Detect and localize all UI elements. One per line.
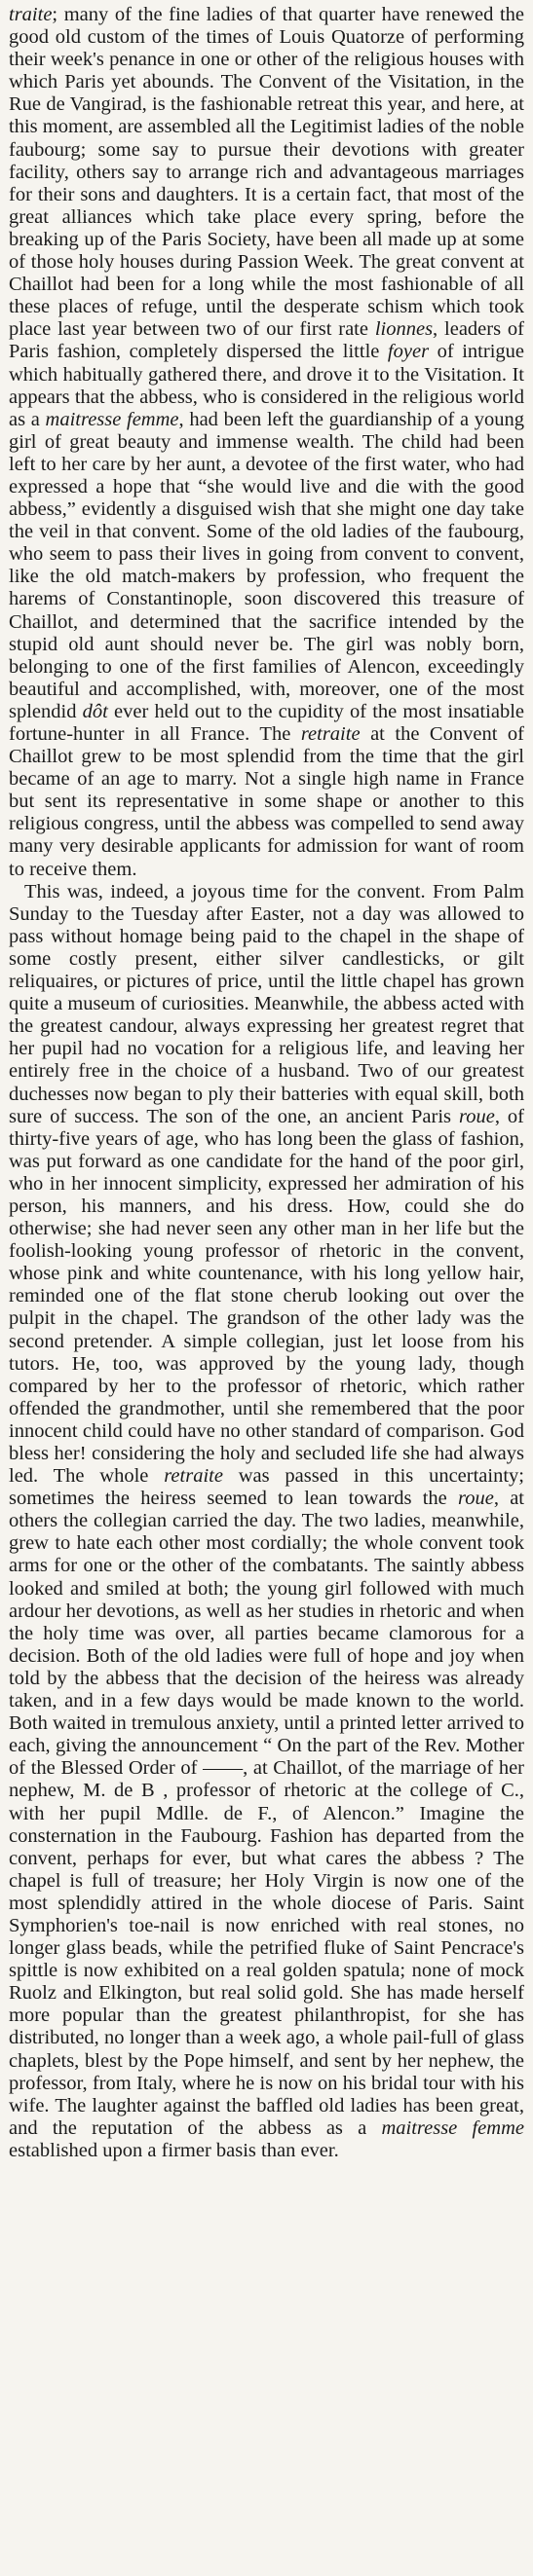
text-run: , leaders of Paris fashion, completely dispersed the little bbox=[9, 318, 524, 363]
italic-text-run: retraite bbox=[164, 1465, 223, 1488]
italic-text-run: retraite bbox=[300, 723, 361, 745]
text-run: at the Convent of Chaillot grew to be most splendid from the time that the girl became of an age to marry. Not a single high name in France but sent its representative in some shape or another to this religious congress, until the abbess was compelled to send away many very desirable applicants for admission for want of room to receive them. bbox=[9, 723, 524, 880]
italic-text-run: traite bbox=[9, 4, 53, 25]
text-run: , at others the collegian carried the day. The two ladies, meanwhile, grew to hate each other most cordially; the whole convent took arms for one or the other of the combatants. The saintly abbess looked and smiled at both; the young girl followed with much ardour her devotions, as well as her studies in rhetoric and when the holy time was over, all parties became clamorous for a decision. Both of the old ladies were full of hope and joy when told by the abbess that the decision of the heiress was already taken, and in a few days would be made known to the world. Both waited in tremulous anxiety, until a printed letter arrived to each, giving the announcement “ On the part of the Rev. Mother of the Blessed Order of ——, at Chaillot, of the marriage of her nephew, M. de B , professor of rhetoric at the college of C., with her pupil Mdlle. de F., of Alencon.” Imagine the consternation in the Faubourg. Fashion has departed from the convent, perhaps for ever, but what cares the abbess ? The chapel is full of treasure; her Holy Virgin is now one of the most splendidly attired in the whole diocese of Paris. Saint Symphorien's toe-nail is now enriched with real stones, no longer glass beads, while the petrified fluke of Saint Pencrace's spittle is now exhibited on a real golden spatula; none of mock Ruolz and Elkington, but real solid gold. She has made herself more popular than the greatest philanthropist, for she has distributed, no longer than a week ago, a whole pail-full of glass chaplets, blest by the Pope himself, and sent by her nephew, the professor, from Italy, where he is now on his bridal tour with his wife. The laughter against the baffled old ladies has been great, and the reputation of the abbess as a bbox=[9, 1488, 524, 2139]
italic-text-run: roue bbox=[458, 1488, 494, 1510]
text-run: established upon a firmer basis than ever. bbox=[9, 2139, 339, 2161]
text-run: ever held out to the cupidity of the most insatiable fortune-hunter in all France. The bbox=[9, 700, 524, 745]
italic-text-run: maitresse femme bbox=[381, 2116, 524, 2139]
text-run: was passed in this uncertainty; sometimes the heiress seemed to lean towards the bbox=[9, 1465, 524, 1510]
article-column bbox=[9, 4, 524, 2162]
article-paragraph-2 bbox=[9, 881, 524, 2162]
article-paragraph-1 bbox=[9, 4, 524, 881]
italic-text-run: lionnes bbox=[374, 318, 434, 341]
italic-text-run: dôt bbox=[82, 700, 108, 722]
text-run: , of thirty-five years of age, who has long been the glass of fashion, was put forward as one candidate for the hand of the poor girl, who in her innocent simplicity, expressed her admiration of his person, his manners, and his dress. How, could she do otherwise; she had never seen any other man in her life but the foolish-looking young professor of rhetoric in the convent, whose pink and white countenance, with his long yellow hair, reminded one of the flat stone cherub looking out over the pulpit in the chapel. The grandson of the other lady was the second pretender. A simple collegian, just let loose from his tutors. He, too, was approved by the young lady, though compared by her to the professor of rhetoric, which rather offended the grandmother, until she remembered that the poor innocent child could have no other standard of comparison. God bless her! considering the holy and secluded life she had always led. The whole bbox=[9, 1105, 524, 1488]
text-run: This was, indeed, a joyous time for the convent. From Palm Sunday to the Tuesday after Easter, not a day was allowed to pass without homage being paid to the chapel in the shape of some costly present, either silver candlesticks, or gilt reliquaires, or pictures of price, until the little chapel has grown quite a museum of curiosities. Meanwhile, the abbess acted with the greatest candour, always expressing her greatest regret that her pupil had no vocation for a religious life, and leaving her entirely free in the choice of a husband. Two of our greatest duchesses now began to ply their batteries with equal skill, both sure of success. The son of the one, an ancient Paris bbox=[9, 880, 524, 1127]
text-run: , had been left the guardianship of a young girl of great beauty and immense wealth. The child had been left to her care by her aunt, a devotee of the first water, who had expressed a hope that “she would live and die with the good abbess,” evidently a disguised wish that she might one day take the veil in that convent. Some of the old ladies of the faubourg, who seem to pass their lives in going from convent to convent, like the old match-makers by profession, who frequent the harems of Constantinople, soon discovered this treasure of Chaillot, and determined that the sacrifice intended by the stupid old aunt should never be. The girl was nobly born, belonging to one of the first families of Alencon, exceedingly beautiful and accomplished, with, moreover, one of the most splendid bbox=[9, 408, 524, 722]
italic-text-run: foyer bbox=[387, 341, 430, 363]
italic-text-run: maitresse femme bbox=[45, 408, 179, 430]
text-run: ; many of the fine ladies of that quarter have renewed the good old custom of the times of Louis Quatorze of performing their week's penance in one or other of the religious houses with which Paris yet abounds. The Convent of the Visitation, in the Rue de Vangirad, is the fashionable retreat this year, and here, at this moment, are assembled all the Legitimist ladies of the noble faubourg; some say to pursue their devotions with greater facility, others say to arrange rich and advantageous marriages for their sons and daughters. It is a certain fact, that most of the great alliances which take place every spring, before the breaking up of the Paris Society, have been all made up at some of those holy houses during Passion Week. The great convent at Chaillot had been for a long while the most fashionable of all these places of refuge, until the desperate schism which took place last year between two of our first rate bbox=[9, 4, 524, 341]
italic-text-run: roue bbox=[458, 1105, 495, 1127]
text-run: of intrigue which habitually gathered there, and drove it to the Visitation. It appears that the abbess, who is considered in the religious world as a bbox=[9, 341, 524, 430]
